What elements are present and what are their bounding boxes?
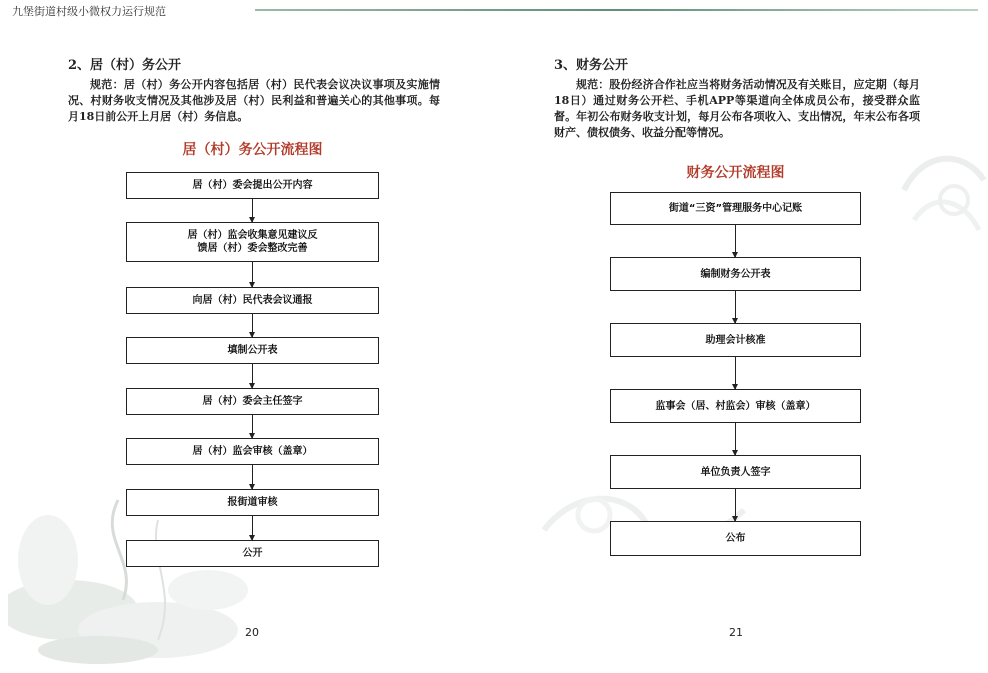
flow-step-1: 居（村）委会提出公开内容 bbox=[126, 172, 379, 199]
flow-arrow bbox=[735, 423, 736, 455]
flow-arrow bbox=[735, 357, 736, 389]
flow-arrow bbox=[252, 262, 253, 287]
flow-arrow bbox=[252, 516, 253, 540]
flow-arrow bbox=[735, 291, 736, 323]
flow-step-3: 向居（村）民代表会议通报 bbox=[126, 287, 379, 314]
flow-step-1: 街道“三资”管理服务中心记账 bbox=[610, 192, 861, 225]
page-number: 21 bbox=[729, 626, 743, 639]
flow-arrow bbox=[252, 364, 253, 388]
flow-title: 居（村）务公开流程图 bbox=[182, 142, 323, 158]
flow-step-7: 报街道审核 bbox=[126, 489, 379, 516]
flow-step-3: 助理会计核准 bbox=[610, 323, 861, 357]
flow-title: 财务公开流程图 bbox=[686, 165, 785, 181]
section-title: 3、财务公开 bbox=[554, 58, 629, 73]
flow-arrow bbox=[252, 415, 253, 438]
flow-step-8: 公开 bbox=[126, 540, 379, 567]
header-title: 九堡街道村级小微权力运行规范 bbox=[12, 5, 166, 18]
flow-arrow bbox=[252, 465, 253, 489]
flow-step-4: 填制公开表 bbox=[126, 337, 379, 364]
right-page bbox=[494, 0, 988, 673]
flow-arrow bbox=[252, 199, 253, 222]
cloud-decoration-image bbox=[894, 130, 988, 270]
flow-step-2: 居（村）监会收集意见建议反馈居（村）委会整改完善 bbox=[126, 222, 379, 262]
flow-step-4: 监事会（居、村监会）审核（盖章） bbox=[610, 389, 861, 423]
flow-arrow bbox=[735, 225, 736, 257]
flow-step-5: 单位负责人签字 bbox=[610, 455, 861, 489]
flow-step-6: 居（村）监会审核（盖章） bbox=[126, 438, 379, 465]
page-number: 20 bbox=[245, 626, 259, 639]
flow-arrow bbox=[735, 489, 736, 521]
section-body: 规范：居（村）务公开内容包括居（村）民代表会议决议事项及实施情况、村财务收支情况及其他涉及居（村）民利益和普遍关心的其他事项。每月18日前公开上月居（村）务信息。 bbox=[68, 78, 440, 123]
section-title: 2、居（村）务公开 bbox=[68, 58, 182, 73]
section-body: 规范：股份经济合作社应当将财务活动情况及有关账目，应定期（每月18日）通过财务公开栏、手机APP等渠道向全体成员公布，接受群众监督。年初公布财务收支计划，每月公布各项收入、支出情况，年末公布各项财产、债权债务、收益分配等情况。 bbox=[554, 78, 920, 139]
flow-step-6: 公布 bbox=[610, 521, 861, 556]
flow-step-5: 居（村）委会主任签字 bbox=[126, 388, 379, 415]
flow-step-2: 编制财务公开表 bbox=[610, 257, 861, 291]
flow-arrow bbox=[252, 314, 253, 337]
